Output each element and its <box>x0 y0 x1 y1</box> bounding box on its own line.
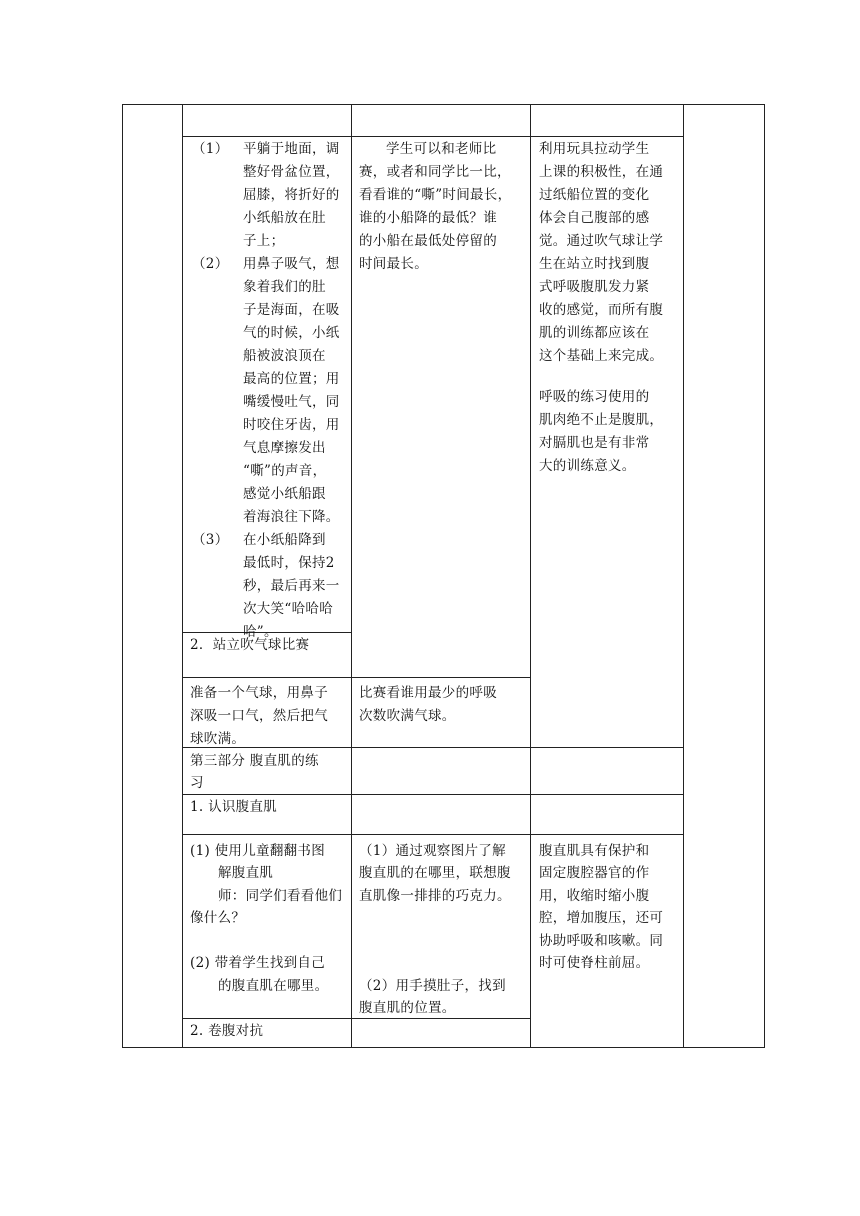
student-b-line-2: 腹直肌的位置。 <box>359 1000 456 1016</box>
table-bottom-border <box>122 1047 765 1048</box>
intent-1b-line-2: 肌肉绝不止是腹肌， <box>539 412 664 428</box>
intent-1b-line-4: 大的训练意义。 <box>539 458 636 474</box>
part3-title-line-2: 习 <box>190 775 204 791</box>
recognize-item-1-line-2: 解腹直肌 <box>218 865 274 881</box>
activity-1-line-5: 的小船在最低处停留的 <box>359 233 497 249</box>
step-3-number: （3） <box>192 532 229 548</box>
col-sep-4 <box>683 104 684 1048</box>
intent-1-line-1: 利用玩具拉动学生 <box>539 141 650 157</box>
step-2-line-7: 嘴缓慢吐气，同 <box>243 394 340 410</box>
col-sep-1 <box>182 104 183 1048</box>
step-2-line-9: 气息摩擦发出 <box>243 440 326 456</box>
intent-1-line-8: 收的感觉，而所有腹 <box>539 302 664 318</box>
row-sep-e <box>182 794 684 795</box>
intent-1-line-5: 觉。通过吹气球让学 <box>539 233 664 249</box>
balloon-title: 2．站立吹气球比赛 <box>190 637 310 653</box>
intent-1-line-10: 这个基础上来完成。 <box>539 348 664 364</box>
step-1-line-3: 屈膝，将折好的 <box>243 187 340 203</box>
intent-1-line-6: 生在站立时找到腹 <box>539 256 650 272</box>
crunch-title: 2. 卷腹对抗 <box>190 1023 264 1039</box>
step-2-line-5: 船被波浪顶在 <box>243 348 326 364</box>
intent-1-line-2: 上课的积极性，在通 <box>539 164 664 180</box>
step-2-line-12: 着海浪往下降。 <box>243 509 340 525</box>
student-a-line-3: 直肌像一排排的巧克力。 <box>359 888 511 904</box>
balloon-compete-line-1: 比赛看谁用最少的呼吸 <box>359 685 497 701</box>
col-sep-2 <box>351 104 352 1048</box>
recognize-intent-line-1: 腹直肌具有保护和 <box>539 843 650 859</box>
recognize-item-2-line-2: 的腹直肌在哪里。 <box>218 978 329 994</box>
table-right-border <box>764 104 765 1048</box>
step-2-line-11: 感觉小纸船跟 <box>243 486 326 502</box>
activity-1-line-1: 学生可以和老师比 <box>386 141 497 157</box>
row-sep-h <box>182 1018 351 1019</box>
row-sep-c <box>182 677 531 678</box>
recognize-item-1-line-1: (1) 使用儿童翻翻书图 <box>190 843 326 859</box>
intent-1b-line-1: 呼吸的练习使用的 <box>539 389 650 405</box>
activity-1-line-3: 看看谁的“嘶”时间最长， <box>359 187 512 203</box>
row-sep-a <box>182 136 684 137</box>
recognize-intent-line-5: 协助呼吸和咳嗽。同 <box>539 933 664 949</box>
recognize-intent-line-3: 用，收缩时缩小腹 <box>539 888 650 904</box>
step-1-line-5: 子上； <box>243 233 285 249</box>
intent-1-line-4: 体会自己腹部的感 <box>539 210 650 226</box>
step-2-line-10: “嘶”的声音， <box>243 463 327 479</box>
table-left-border <box>122 104 123 1048</box>
student-a-line-2: 腹直肌的在哪里，联想腹 <box>359 865 511 881</box>
step-1-line-4: 小纸船放在肚 <box>243 210 326 226</box>
intent-1-line-3: 过纸船位置的变化 <box>539 187 650 203</box>
step-3-line-4: 次大笑“哈哈哈 <box>243 601 334 617</box>
teacher-question-line-2: 像什么？ <box>190 910 246 926</box>
intent-1b-line-3: 对膈肌也是有非常 <box>539 435 650 451</box>
step-3-line-3: 秒，最后再来一 <box>243 578 340 594</box>
recognize-intent-line-2: 固定腹腔器官的作 <box>539 865 650 881</box>
activity-1-line-4: 谁的小船降的最低？谁 <box>359 210 497 226</box>
intent-1-line-7: 式呼吸腹肌发力紧 <box>539 279 650 295</box>
step-1-number: （1） <box>192 141 229 157</box>
step-2-line-4: 气的时候，小纸 <box>243 325 340 341</box>
step-1-line-2: 整好骨盆位置， <box>243 164 340 180</box>
step-3-line-2: 最低时，保持2 <box>243 555 335 571</box>
step-3-line-1: 在小纸船降到 <box>243 532 326 548</box>
activity-1-line-2: 赛，或者和同学比一比， <box>359 164 511 180</box>
student-a-line-1: （1）通过观察图片了解 <box>359 843 506 859</box>
row-sep-f <box>182 834 684 835</box>
row-sep-d <box>182 747 684 748</box>
activity-1-line-6: 时间最长。 <box>359 256 428 272</box>
balloon-desc-line-3: 球吹满。 <box>190 731 246 747</box>
intent-1-line-9: 肌的训练都应该在 <box>539 325 650 341</box>
step-3-line-5: 哈”。 <box>243 624 278 640</box>
step-2-line-3: 子是海面，在吸 <box>243 302 340 318</box>
teacher-question-line-1: 师：同学们看看他们 <box>218 888 343 904</box>
step-1-line-1: 平躺于地面，调 <box>243 141 340 157</box>
recognize-item-2-line-1: (2) 带着学生找到自己 <box>190 955 326 971</box>
recognize-intent-line-4: 腔，增加腹压，还可 <box>539 910 664 926</box>
table-top-border <box>122 104 765 105</box>
step-2-number: （2） <box>192 256 229 272</box>
step-2-line-6: 最高的位置；用 <box>243 371 340 387</box>
balloon-desc-line-1: 准备一个气球，用鼻子 <box>190 685 328 701</box>
balloon-desc-line-2: 深吸一口气，然后把气 <box>190 708 328 724</box>
step-2-line-8: 时咬住牙齿，用 <box>243 417 340 433</box>
student-b-line-1: （2）用手摸肚子，找到 <box>359 978 506 994</box>
part3-title-line-1: 第三部分 腹直肌的练 <box>190 753 319 769</box>
step-2-line-2: 象着我们的肚 <box>243 279 326 295</box>
recognize-title: 1. 认识腹直肌 <box>190 799 278 815</box>
col-sep-3 <box>530 104 531 1048</box>
step-2-line-1: 用鼻子吸气，想 <box>243 256 340 272</box>
recognize-intent-line-6: 时可使脊柱前屈。 <box>539 955 650 971</box>
balloon-compete-line-2: 次数吹满气球。 <box>359 708 456 724</box>
